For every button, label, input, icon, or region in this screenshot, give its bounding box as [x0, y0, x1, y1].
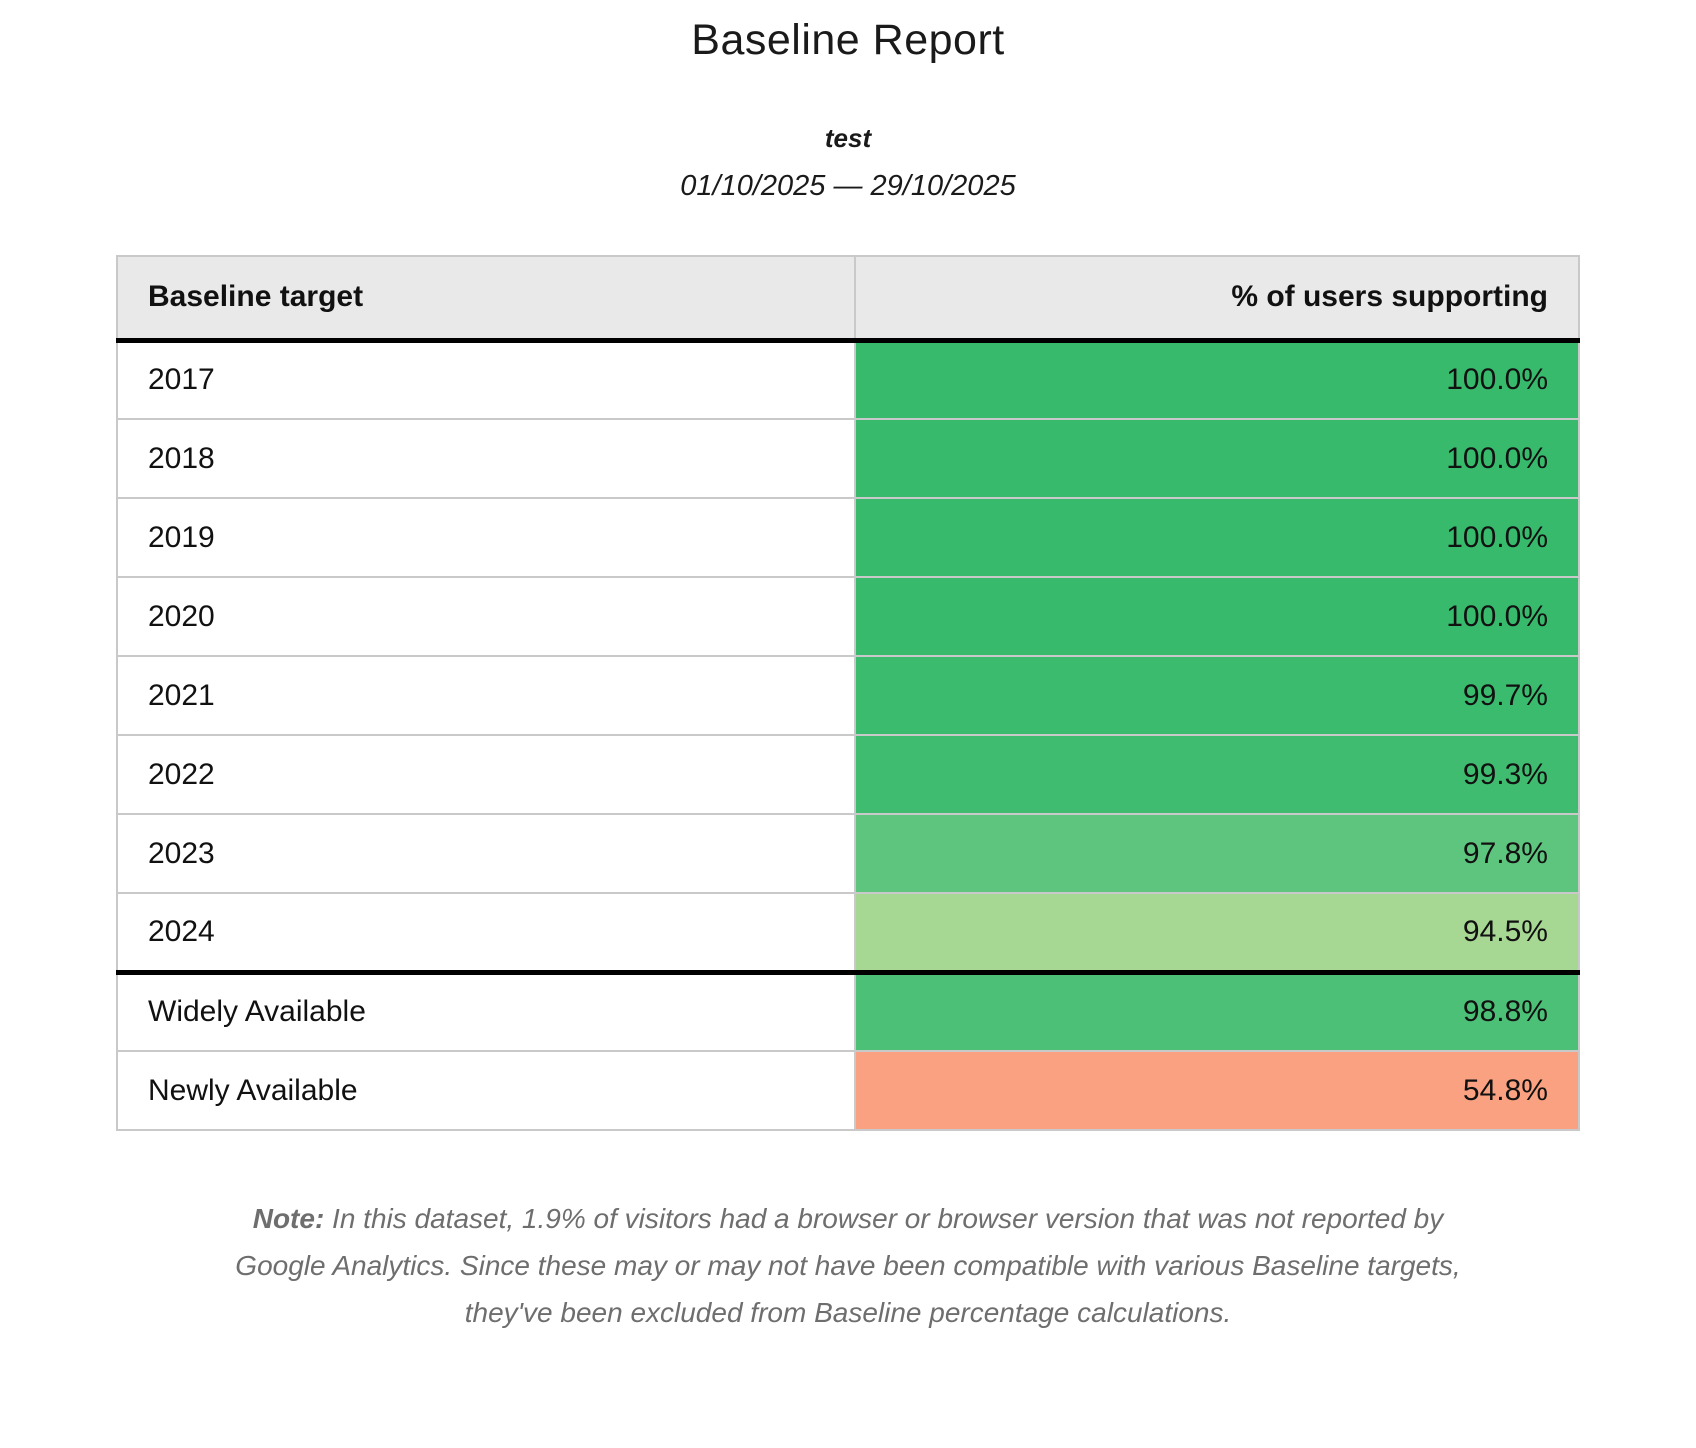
table-body	[117, 340, 1579, 1130]
column-header-percent-supporting: % of users supporting	[855, 256, 1579, 340]
row-percent-cell: 100.0%	[855, 577, 1579, 656]
row-percent-cell: 99.3%	[855, 735, 1579, 814]
row-target-cell: 2021	[117, 656, 855, 735]
table-header	[117, 256, 1579, 340]
row-target-cell: 2022	[117, 735, 855, 814]
table-row	[117, 972, 1579, 1051]
table-row	[117, 577, 1579, 656]
table-row	[117, 340, 1579, 419]
row-target-cell: 2018	[117, 419, 855, 498]
row-percent-cell: 99.7%	[855, 656, 1579, 735]
table-row	[117, 814, 1579, 893]
row-target-cell: 2019	[117, 498, 855, 577]
footnote	[213, 1195, 1483, 1336]
table-row	[117, 656, 1579, 735]
row-target-cell: 2020	[117, 577, 855, 656]
row-target-cell: 2017	[117, 340, 855, 419]
row-percent-cell: 97.8%	[855, 814, 1579, 893]
row-percent-cell: 98.8%	[855, 972, 1579, 1051]
row-percent-cell: 54.8%	[855, 1051, 1579, 1130]
row-target-cell: Widely Available	[117, 972, 855, 1051]
row-target-cell: Newly Available	[117, 1051, 855, 1130]
table-row	[117, 1051, 1579, 1130]
page-title: Baseline Report	[691, 16, 1005, 64]
table-row	[117, 419, 1579, 498]
footnote-label: Note:	[252, 1203, 325, 1234]
row-percent-cell: 100.0%	[855, 340, 1579, 419]
table-row	[117, 893, 1579, 972]
report-subtitle: test	[824, 123, 872, 153]
footnote-text: In this dataset, 1.9% of visitors had a browser or browser version that was not reported by Google Analytics. Since these may or may not have been compatible with various Baseline targets, they've been excluded from Baseline percentage calculations.	[235, 1203, 1461, 1329]
column-header-baseline-target: Baseline target	[117, 256, 855, 340]
table-header-row	[117, 256, 1579, 340]
row-percent-cell: 100.0%	[855, 419, 1579, 498]
row-target-cell: 2024	[117, 893, 855, 972]
baseline-table	[116, 255, 1580, 1131]
row-target-cell: 2023	[117, 814, 855, 893]
table-row	[117, 498, 1579, 577]
table-row	[117, 735, 1579, 814]
row-percent-cell: 100.0%	[855, 498, 1579, 577]
row-percent-cell: 94.5%	[855, 893, 1579, 972]
report-date-range: 01/10/2025 — 29/10/2025	[680, 170, 1016, 202]
